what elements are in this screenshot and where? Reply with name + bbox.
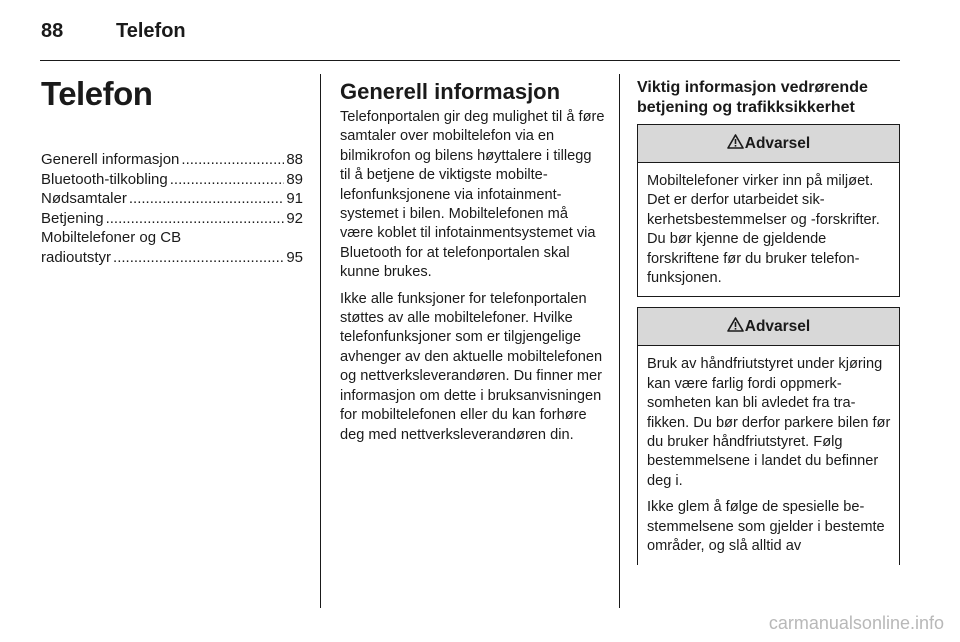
warning-text: Ikke glem å følge de spesielle bestemmelsene som gjelder i bestemte områder, og slå alltid av [647, 499, 885, 555]
toc-item[interactable] [41, 150, 303, 170]
toc-item[interactable] [41, 209, 303, 229]
warning-header [638, 308, 899, 346]
toc-leader-dots [181, 150, 284, 170]
warning-box [637, 124, 900, 297]
toc-page: 88 [286, 151, 303, 168]
toc-item[interactable] [41, 189, 303, 209]
safety-title: Viktig informasjon vedrørende betjening og trafikksikkerhet [637, 79, 868, 116]
toc-line2 [41, 248, 303, 268]
body-paragraph: Telefonportalen gir deg mulighet til å føre samtaler over mobiltelefon via en bilmikrofon og bilens høyttalere i tillegg til å betjene de viktigste mobiltelefonfunksjonene via infotainmentsystemet i bilen. Mobiltelefonen må være koblet til infotainmentsystemet via Bluetooth for at telefonportalen skal kunne brukes. [340, 109, 605, 281]
toc-leader-dots [129, 189, 284, 209]
warning-body [638, 346, 899, 564]
warning-text: Bruk av håndfriutstyret under kjøring kan være farlig fordi oppmerksomheten kan bli avledet fra trafikken. Du bør derfor parkere bilen før du bruker håndfriutstyret. Følg bestemmelsene i landet du befinner deg i. [647, 356, 891, 489]
toc-page: 95 [286, 248, 303, 266]
body-paragraph: Ikke alle funksjoner for telefonportalen støttes av alle mobiltelefoner. Hvilke telefonfunksjoner som er tilgjengelige avhenger av den aktuelle mobiltelefonen og nettverksleverandøren. Du finner mer informasjon om dette i bruksanvisningen for mobiltelefonen eller du kan forhøre deg med nettverksleverandøren din. [340, 290, 603, 443]
general-info-column [340, 78, 605, 452]
warning-heading: Advarsel [744, 317, 811, 335]
toc-item[interactable] [41, 170, 303, 190]
warning-text: Mobiltelefoner virker inn på miljøet. Det er derfor utarbeidet sikkerhetsbestemmelser og -forskrifter. Du bør kjenne de gjeldende forskriftene før du bruker telefonfunksjonen. [647, 173, 880, 287]
warning-header [638, 125, 899, 163]
toc-label-line1: Mobiltelefoner og CB [41, 229, 182, 246]
safety-column [637, 78, 900, 565]
warning-triangle-icon [727, 317, 744, 337]
column-divider-right [619, 74, 620, 608]
toc-page: 92 [286, 209, 303, 227]
toc-label-line2: radioutstyr [41, 248, 112, 266]
toc-leader-dots [113, 248, 284, 268]
toc-item-multiline[interactable] [41, 228, 303, 267]
toc-leader-dots [170, 170, 285, 190]
section-title: Generell informasjon [340, 79, 561, 104]
header-rule [40, 60, 900, 61]
toc-label: Nødsamtaler [41, 190, 127, 207]
toc-label: Generell informasjon [41, 151, 180, 168]
toc-label: Bluetooth-tilkobling [41, 170, 168, 188]
chapter-title: Telefon [41, 75, 153, 112]
column-divider-left [320, 74, 321, 608]
chapter-column [41, 74, 303, 267]
toc-leader-dots [106, 209, 285, 229]
warning-heading: Advarsel [744, 134, 811, 152]
page-number: 88 [41, 20, 64, 42]
warning-body [638, 163, 899, 296]
toc-page: 91 [286, 190, 303, 207]
warning-triangle-icon [727, 134, 744, 154]
warning-box [637, 307, 900, 564]
watermark: carmanualsonline.info [768, 613, 944, 633]
header-title: Telefon [116, 20, 186, 42]
toc-page: 89 [286, 170, 303, 188]
toc-label: Betjening [41, 209, 104, 227]
table-of-contents [41, 150, 303, 267]
